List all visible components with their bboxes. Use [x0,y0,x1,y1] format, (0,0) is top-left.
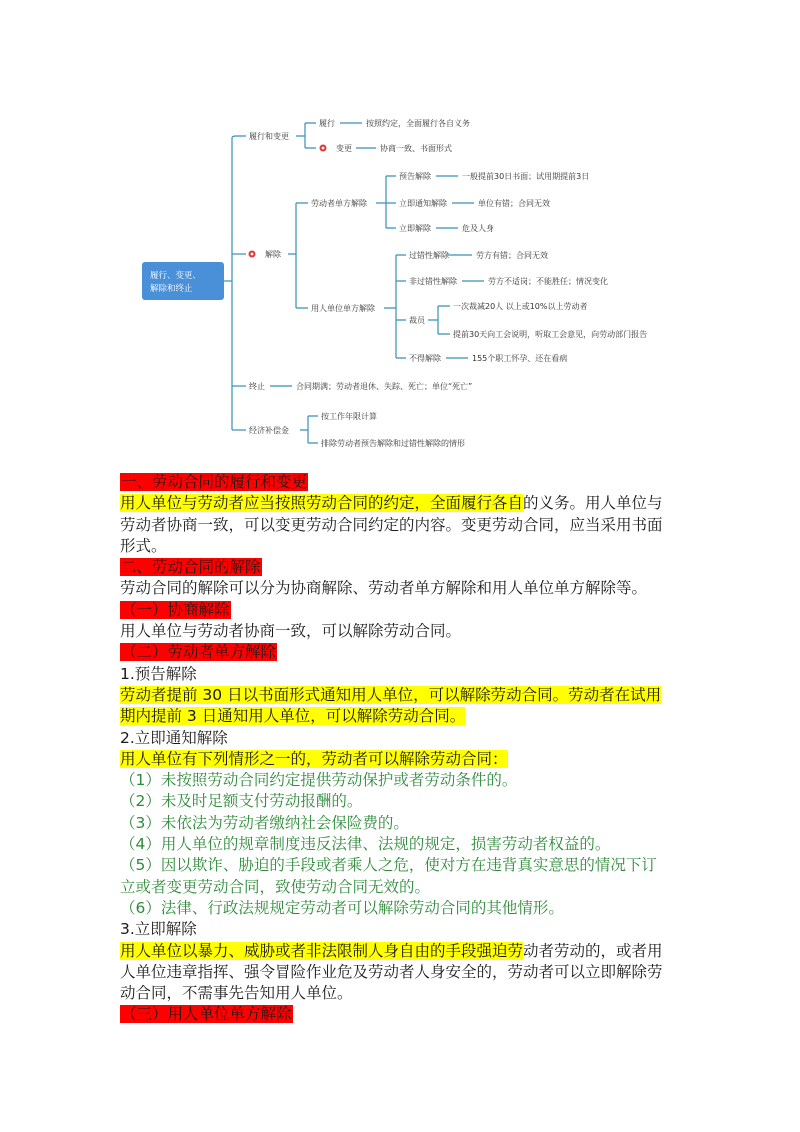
node-notice-rescission-detail: 一般提前30日书面；试用期提前3日 [462,172,590,181]
node-no-rescission: 不得解除 [409,354,441,363]
node-end-detail: 合同期满；劳动者退休、失踪、死亡；单位“死亡” [296,382,473,391]
item-1-title: 1.预告解除 [120,664,197,683]
item-3-line-3: 动合同，不需事先告知用人单位。 [120,984,353,1003]
node-change: 变更 [336,144,352,153]
node-layoff: 裁员 [409,316,425,325]
item-3-line-2: 人单位违章指挥、强令冒险作业危及劳动者人身安全的，劳动者可以立即解除劳 [120,962,663,981]
sub-3-heading: （三）用人单位单方解除 [121,1005,292,1024]
item-2-case-5a: （5）因以欺诈、胁迫的手段或者乘人之危，使对方在违背真实意思的情况下订 [120,856,657,875]
sub-1-heading: （一）协商解除 [121,600,230,619]
branch-performance-change: 履行和变更 [249,132,289,141]
section-2-heading: 二、劳动合同的解除 [121,558,261,577]
item-3-title: 3.立即解除 [120,920,197,939]
node-performance-detail: 按照约定，全面履行各自义务 [366,119,470,128]
document-body [120,472,680,1026]
node-performance: 履行 [319,119,335,128]
item-2-lead: 用人单位有下列情形之一的，劳动者可以解除劳动合同： [120,749,508,768]
node-layoff-detail-2: 提前30天向工会说明，听取工会意见，向劳动部门报告 [453,330,648,339]
sub-2-heading: （二）劳动者单方解除 [121,643,277,662]
item-2-case-4: （4）用人单位的规章制度违反法律、法规的规定，损害劳动者权益的。 [120,835,611,854]
item-2-case-2: （2）未及时足额支付劳动报酬的。 [120,792,363,811]
branch-rescission: 解除 [265,250,281,259]
node-change-detail: 协商一致、书面形式 [380,144,452,153]
branch-end: 终止 [249,382,265,391]
section-1-heading: 一、劳动合同的履行和变更 [121,473,308,491]
node-fault-rescission-detail: 劳方有错；合同无效 [476,251,548,260]
item-2-case-5b: 立或者变更劳动合同，致使劳动合同无效的。 [120,877,431,896]
sub-3-heading-row [120,1004,680,1025]
node-nonfault-rescission-detail: 劳方不适岗；不能胜任；情况变化 [488,277,608,286]
section-1-line-2: 劳动者协商一致，可以变更劳动合同约定的内容。变更劳动合同，应当采用书面 [120,515,663,534]
item-2-case-6: （6）法律、行政法规规定劳动者可以解除劳动合同的其他情形。 [120,898,564,917]
sub-1-text: 用人单位与劳动者协商一致，可以解除劳动合同。 [120,622,462,641]
item-2-lead-row [120,749,680,770]
mindmap-root-box [142,262,224,300]
node-nonfault-rescission: 非过错性解除 [409,277,457,286]
sub-1-heading-row [120,600,680,621]
item-3-highlight: 用人单位以暴力、威胁或者非法限制人身自由的手段强迫劳 [120,941,524,960]
node-employer-rescission: 用人单位单方解除 [311,304,375,313]
mind-map [0,0,800,460]
item-1-line-1: 劳动者提前 30 日以书面形式通知用人单位，可以解除劳动合同。劳动者在试用 [120,685,662,704]
mindmap-root-line-1: 履行、变更、 [150,271,202,281]
section-2-intro: 劳动合同的解除可以分为协商解除、劳动者单方解除和用人单位单方解除等。 [120,579,648,598]
node-immediate-rescission: 立即解除 [399,224,431,233]
section-1-heading-row [120,472,680,493]
item-2-case-3: （3）未依法为劳动者缴纳社会保险费的。 [120,813,409,832]
section-1-line-3: 形式。 [120,536,167,555]
node-worker-rescission: 劳动者单方解除 [311,199,367,208]
item-3-line-1 [120,941,680,962]
section-2-heading-row [120,557,680,578]
item-3-line-1-rest: 动者劳动的，或者用 [523,941,663,960]
change-marker-icon-inner [322,147,325,150]
item-1-line-2-row [120,706,680,727]
node-notice-rescission: 预告解除 [399,172,431,181]
section-1-line-1-rest: 的义务。用人单位与 [523,494,663,513]
node-compensation-1: 按工作年限计算 [321,412,377,421]
sub-2-heading-row [120,642,680,663]
node-immediate-notice-detail: 单位有错；合同无效 [478,199,550,208]
node-fault-rescission: 过错性解除 [409,251,449,260]
mindmap-root-line-2: 解除和终止 [150,284,193,294]
node-immediate-notice: 立即通知解除 [399,199,447,208]
node-layoff-detail-1: 一次裁减20人 以上或10%以上劳动者 [453,302,588,311]
item-1-line-1-row [120,685,680,706]
node-immediate-rescission-detail: 危及人身 [462,224,494,233]
item-2-case-1: （1）未按照劳动合同约定提供劳动保护或者劳动条件的。 [120,771,518,790]
section-1-highlight: 用人单位与劳动者应当按照劳动合同的约定，全面履行各自 [120,494,524,513]
node-compensation-2: 排除劳动者预告解除和过错性解除的情形 [321,439,465,448]
section-1-line-1 [120,493,680,514]
branch-compensation: 经济补偿金 [249,426,289,435]
item-1-line-2: 期内提前 3 日通知用人单位，可以解除劳动合同。 [120,707,466,726]
rescission-marker-icon-inner [251,253,254,256]
node-no-rescission-detail: 155个职工怀孕、还在看病 [472,354,568,363]
item-2-title: 2.立即通知解除 [120,728,228,747]
